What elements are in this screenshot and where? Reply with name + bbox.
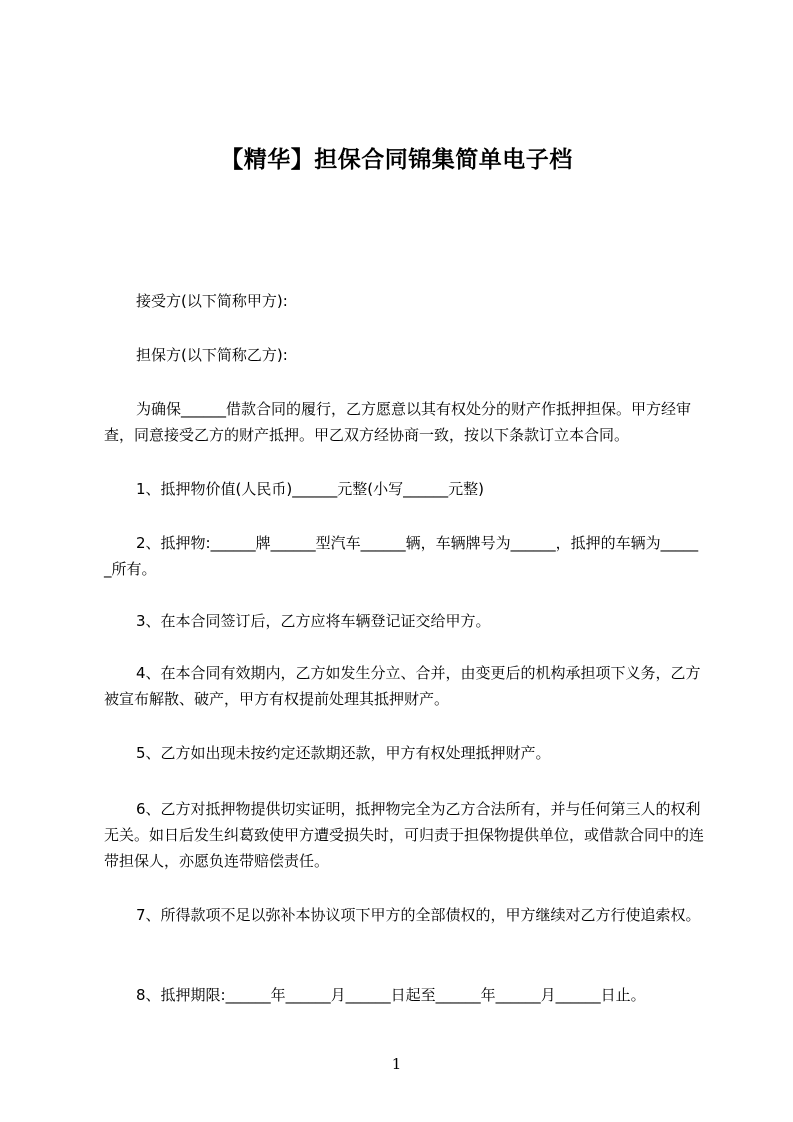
- clause-1: 1、抵押物价值(人民币)______元整(小写______元整): [136, 480, 484, 498]
- document-title: 【精华】担保合同锦集简单电子档: [220, 147, 573, 173]
- clause-7: 7、所得款项不足以弥补本协议项下甲方的全部债权的，甲方继续对乙方行使追索权。: [136, 906, 701, 924]
- clause-3: 3、在本合同签订后，乙方应将车辆登记证交给甲方。: [136, 612, 491, 630]
- clause-4: 4、在本合同有效期内，乙方如发生分立、合并，由变更后的机构承担项下义务，乙方被宣布解散、破产，甲方有权提前处理其抵押财产。: [104, 664, 701, 708]
- clause-6: 6、乙方对抵押物提供切实证明，抵押物完全为乙方合法所有，并与任何第三人的权利无关。如日后发生纠葛致使甲方遭受损失时，可归责于担保物提供单位，或借款合同中的连带担保人，亦愿负连带赔偿责任。: [104, 800, 705, 870]
- paragraph-party-a: 接受方(以下简称甲方):: [136, 292, 288, 310]
- clause-8: 8、抵押期限:______年______月______日起至______年______月______日止。: [136, 986, 646, 1004]
- paragraph-party-b: 担保方(以下简称乙方):: [136, 346, 288, 364]
- clause-5: 5、乙方如出现未按约定还款期还款，甲方有权处理抵押财产。: [136, 744, 551, 762]
- paragraph-preamble: 为确保______借款合同的履行，乙方愿意以其有权处分的财产作抵押担保。甲方经审查，同意接受乙方的财产抵押。甲乙双方经协商一致，按以下条款订立本合同。: [104, 400, 692, 444]
- clause-2: 2、抵押物:______牌______型汽车______辆，车辆牌号为______，抵押的车辆为______所有。: [104, 534, 699, 578]
- page-number: 1: [391, 1055, 402, 1073]
